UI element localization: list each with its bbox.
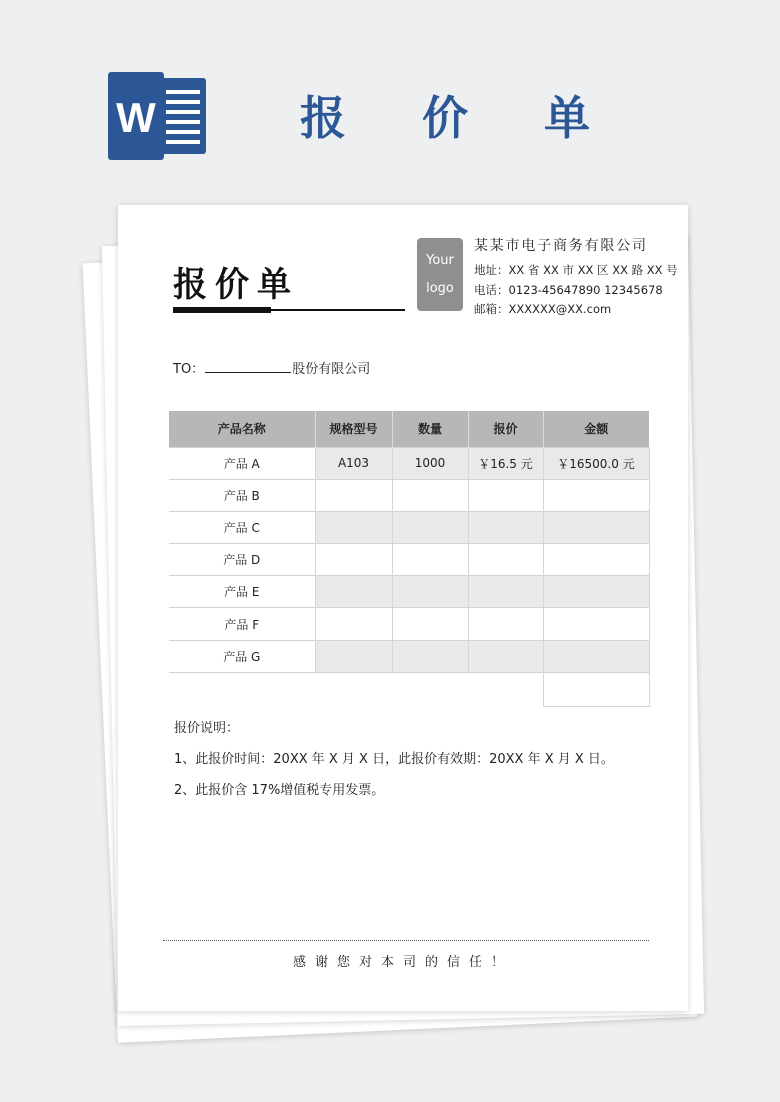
amount-cell [543, 608, 649, 640]
company-name: 某某市电子商务有限公司 [474, 238, 648, 254]
amount-cell: ￥16500.0 元 [543, 447, 649, 479]
table-row [169, 479, 649, 511]
total-row [169, 672, 649, 706]
recipient-suffix: 股份有限公司 [292, 362, 371, 377]
word-icon [108, 72, 210, 160]
quantity-cell [392, 576, 468, 608]
table-row [169, 576, 649, 608]
product-name-cell: 产品 B [169, 479, 315, 511]
company-info [474, 235, 684, 320]
recipient-line [173, 358, 370, 377]
column-header: 规格型号 [315, 411, 392, 447]
amount-cell [543, 479, 649, 511]
to-label: TO： [173, 362, 205, 377]
document-title: 报价单 [173, 265, 299, 305]
price-cell [468, 576, 543, 608]
quotation-sheet [118, 205, 688, 1011]
company-address: 地址：XX 省 XX 市 XX 区 XX 路 XX 号 [474, 263, 678, 277]
product-name-cell: 产品 F [169, 608, 315, 640]
banner-title: 报 价 单 [300, 91, 621, 145]
recipient-blank [205, 361, 291, 373]
column-header: 产品名称 [169, 411, 315, 447]
product-name-cell: 产品 G [169, 640, 315, 672]
price-cell [468, 544, 543, 576]
price-cell: ￥16.5 元 [468, 447, 543, 479]
table-row [169, 511, 649, 543]
price-cell [468, 608, 543, 640]
quantity-cell: 1000 [392, 447, 468, 479]
quantity-cell [392, 511, 468, 543]
spec-cell [315, 511, 392, 543]
amount-cell [543, 640, 649, 672]
amount-cell [543, 576, 649, 608]
notes-line: 2、此报价含 17%增值税专用发票。 [174, 783, 385, 798]
company-phone: 电话：0123-45647890 12345678 [474, 282, 663, 297]
column-header: 金额 [543, 411, 649, 447]
notes-line: 1、此报价时间：20XX 年 X 月 X 日，此报价有效期：20XX 年 X 月 X 日。 [174, 752, 614, 767]
spec-cell [315, 576, 392, 608]
product-name-cell: 产品 D [169, 544, 315, 576]
table-row [169, 608, 649, 640]
title-underline [271, 309, 405, 311]
price-cell [468, 511, 543, 543]
spec-cell [315, 544, 392, 576]
column-header: 数量 [392, 411, 468, 447]
quantity-cell [392, 640, 468, 672]
product-name-cell: 产品 E [169, 576, 315, 608]
product-name-cell: 产品 C [169, 511, 315, 543]
column-header: 报价 [468, 411, 543, 447]
price-cell [468, 479, 543, 511]
quotation-notes [174, 717, 614, 810]
quantity-cell [392, 608, 468, 640]
logo-text: logo [426, 280, 454, 296]
spec-cell [315, 640, 392, 672]
title-underline [173, 307, 271, 313]
quantity-cell [392, 544, 468, 576]
price-cell [468, 640, 543, 672]
notes-heading: 报价说明： [174, 721, 240, 736]
svg-text:W: W [116, 94, 156, 141]
spec-cell [315, 479, 392, 511]
amount-cell [543, 511, 649, 543]
footer-divider [163, 940, 649, 941]
quantity-cell [392, 479, 468, 511]
table-row [169, 447, 649, 479]
spec-cell [315, 608, 392, 640]
table-row [169, 544, 649, 576]
spec-cell: A103 [315, 447, 392, 479]
table-row [169, 640, 649, 672]
table-header-row [169, 411, 649, 447]
product-name-cell: 产品 A [169, 447, 315, 479]
company-logo-placeholder [417, 238, 463, 311]
amount-cell [543, 544, 649, 576]
thanks-message: 感谢您对本司的信任！ [292, 955, 513, 970]
logo-text: Your [426, 252, 454, 268]
company-email: 邮箱：XXXXXX@XX.com [474, 302, 612, 316]
quotation-table [169, 411, 650, 707]
total-amount-cell [543, 672, 649, 706]
